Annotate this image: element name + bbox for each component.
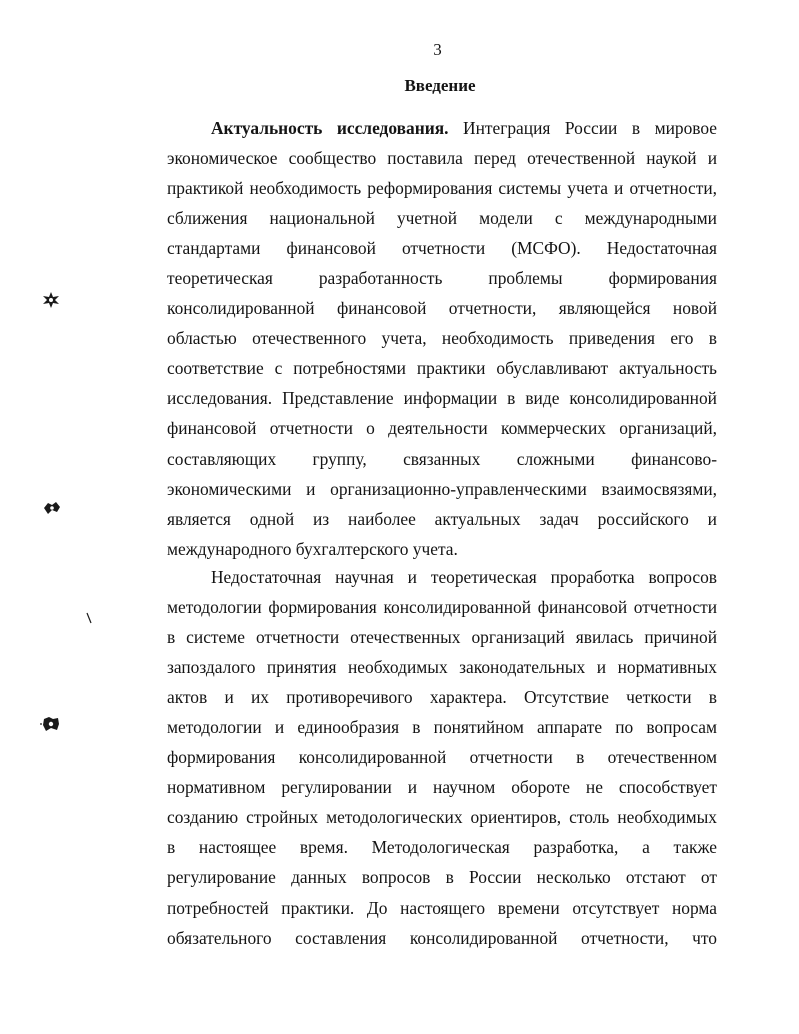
paragraph-relevance	[167, 113, 717, 564]
paragraph-line: в настоящее время. Методологическая разработка, а также	[167, 837, 717, 858]
paragraph-line: актов и их противоречивого характера. Отсутствие четкости в	[167, 687, 717, 708]
paragraph-line: сближения национальной учетной модели с международными	[167, 208, 717, 229]
line-text: Интеграция России в мировое	[463, 118, 718, 138]
paragraph-line: методологии и единообразия в понятийном аппарате по вопросам	[167, 717, 717, 738]
paragraph-line: Недостаточная научная и теоретическая проработка вопросов	[211, 567, 717, 587]
paragraph-line: экономическими и организационно-управленческими взаимосвязями,	[167, 478, 717, 499]
paragraph-line: теоретическая разработанность проблемы формирования	[167, 268, 717, 289]
paragraph-line: областью отечественного учета, необходимость приведения его в	[167, 328, 717, 349]
paragraph-line: международного бухгалтерского учета.	[167, 538, 458, 559]
paragraph-line: в системе отчетности отечественных организаций явилась причиной	[167, 627, 717, 648]
punch-hole-mark	[42, 500, 62, 516]
paragraph-line: соответствие с потребностями практики обуславливают актуальность	[167, 358, 717, 379]
page-heading: Введение	[404, 76, 476, 95]
paragraph-line: составляющих группу, связанных сложными финансово-	[167, 448, 717, 469]
punch-hole-mark	[40, 715, 62, 733]
page-number: 3	[433, 40, 442, 59]
paragraph-line: является одной из наиболее актуальных задач российского и	[167, 508, 717, 529]
paragraph-line: обязательного составления консолидированной отчетности, что	[167, 927, 717, 948]
scan-speck-mark	[86, 612, 92, 624]
paragraph-line: исследования. Представление информации в виде консолидированной	[167, 388, 717, 409]
paragraph-line: запоздалого принятия необходимых законодательных и нормативных	[167, 657, 717, 678]
paragraph-line	[167, 113, 717, 143]
lead-phrase: Актуальность исследования.	[211, 118, 449, 138]
punch-hole-mark	[40, 290, 62, 310]
paragraph-line: консолидированной финансовой отчетности, являющейся новой	[167, 298, 717, 319]
paragraph-line: финансовой отчетности о деятельности коммерческих организаций,	[167, 418, 717, 439]
paragraph-line: нормативном регулировании и научном обороте не способствует	[167, 777, 717, 798]
paragraph-line: формирования консолидированной отчетности в отечественном	[167, 747, 717, 768]
paragraph-line: потребностей практики. До настоящего времени отсутствует норма	[167, 897, 717, 918]
paragraph-line: стандартами финансовой отчетности (МСФО). Недостаточная	[167, 238, 717, 259]
paragraph-methodology	[167, 562, 717, 953]
paragraph-line: экономическое сообщество поставила перед отечественной наукой и	[167, 148, 717, 169]
paragraph-line: практикой необходимость реформирования системы учета и отчетности,	[167, 178, 717, 199]
paragraph-line: регулирование данных вопросов в России несколько отстают от	[167, 867, 717, 888]
paragraph-line: созданию стройных методологических ориентиров, столь необходимых	[167, 807, 717, 828]
paragraph-line: методологии формирования консолидированной финансовой отчетности	[167, 597, 717, 618]
